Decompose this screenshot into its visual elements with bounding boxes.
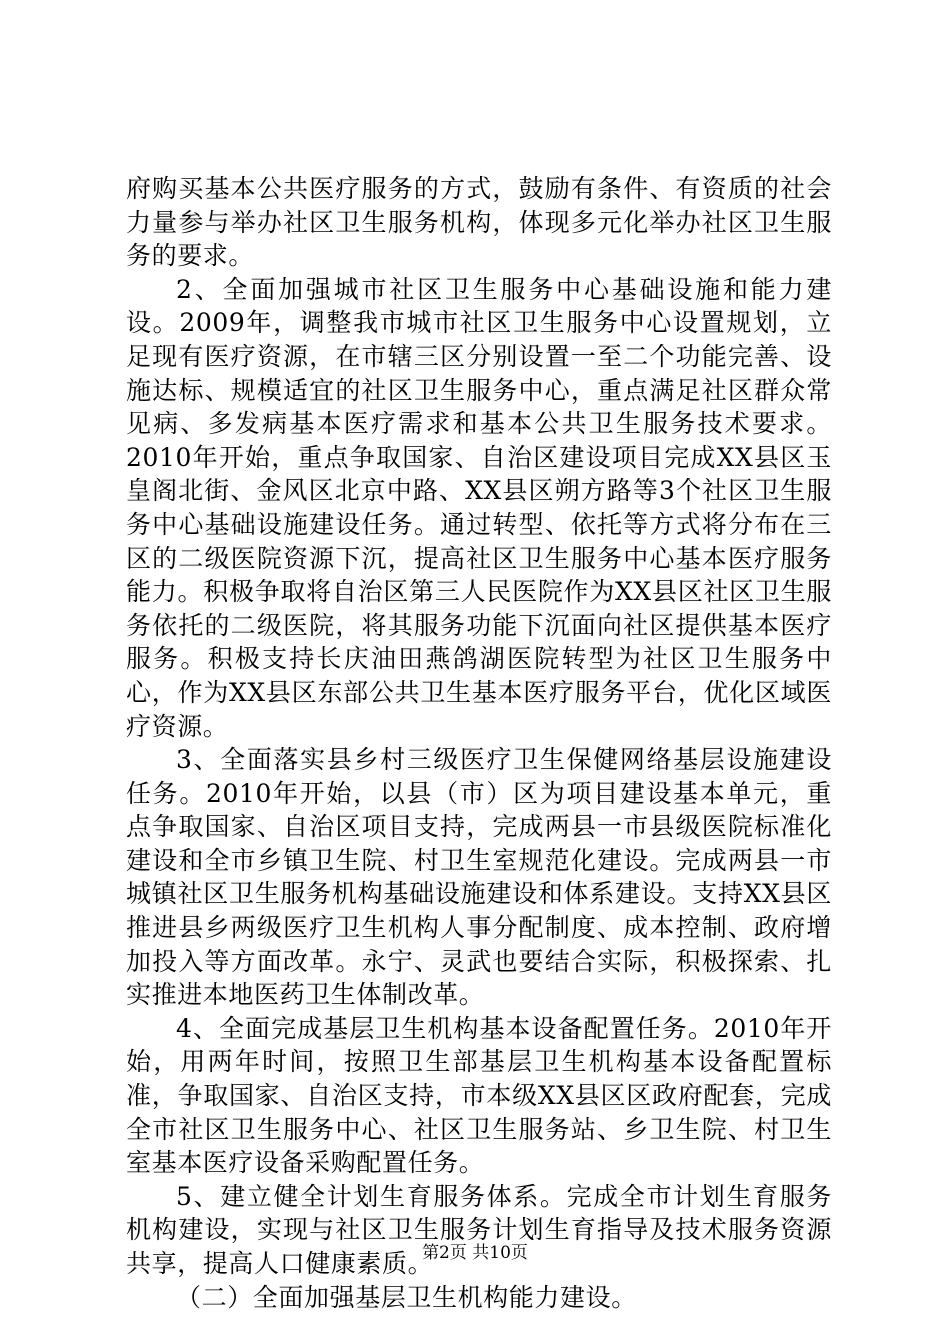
paragraph-2: 2、全面加强城市社区卫生服务中心基础设施和能力建设。2009年，调整我市城市社区卫生服务中心设置规划，立足现有医疗资源，在市辖三区分别设置一至二个功能完善、设施达标、规模适宜的社区卫生服务中心，重点满足社区群众常见病、多发病基本医疗需求和基本公共卫生服务技术要求。2010年开始，重点争取国家、自治区建设项目完成XX县区玉皇阁北街、金风区北京中路、XX县区朔方路等3个社区卫生服务中心基础设施建设任务。通过转型、依托等方式将分布在三区的二级医院资源下沉，提高社区卫生服务中心基本医疗服务能力。积极争取将自治区第三人民医院作为XX县区社区卫生服务依托的二级医院，将其服务功能下沉面向社区提供基本医疗服务。积极支持长庆油田燕鸽湖医院转型为社区卫生服务中心，作为XX县区东部公共卫生基本医疗服务平台，优化区域医疗资源。 <box>126 274 832 741</box>
paragraph-1: 府购买基本公共医疗服务的方式，鼓励有条件、有资质的社会力量参与举办社区卫生服务机构，体现多元化举办社区卫生服务的要求。 <box>126 174 832 271</box>
paragraph-5: 5、建立健全计划生育服务体系。完成全市计划生育服务机构建设，实现与社区卫生服务计划生育指导及技术服务资源共享，提高人口健康素质。 <box>126 1181 832 1278</box>
page-footer <box>0 1242 950 1264</box>
page-number: 第2页 共10页 <box>422 1243 528 1263</box>
paragraph-3: 3、全面落实县乡村三级医疗卫生保健网络基层设施建设任务。2010年开始，以县（市）区为项目建设基本单元，重点争取国家、自治区项目支持，完成两县一市县级医院标准化建设和全市乡镇卫生院、村卫生室规范化建设。完成两县一市城镇社区卫生服务机构基础设施建设和体系建设。支持XX县区推进县乡两级医疗卫生机构人事分配制度、成本控制、政府增加投入等方面改革。永宁、灵武也要结合实际，积极探索、扎实推进本地医药卫生体制改革。 <box>126 745 832 1010</box>
paragraph-6: （二）全面加强基层卫生机构能力建设。 <box>176 1282 637 1312</box>
document-body <box>126 172 832 1314</box>
paragraph-4: 4、全面完成基层卫生机构基本设备配置任务。2010年开始，用两年时间，按照卫生部基层卫生机构基本设备配置标准，争取国家、自治区支持，市本级XX县区区政府配套，完成全市社区卫生服务中心、社区卫生服务站、乡卫生院、村卫生室基本医疗设备采购配置任务。 <box>126 1013 832 1178</box>
